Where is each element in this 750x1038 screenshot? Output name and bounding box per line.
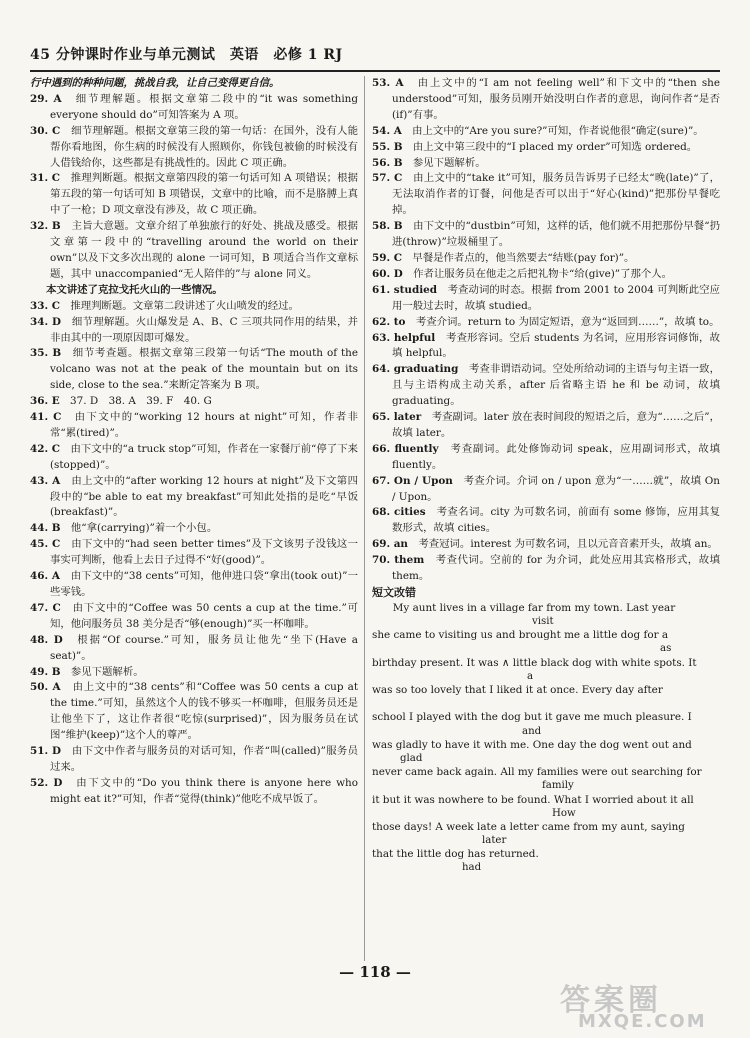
page-number: — 118 — bbox=[339, 963, 411, 981]
error-correction-passage bbox=[372, 601, 720, 875]
answer-explanation: 由下文中的“had seen better times”及下文该男子没钱这一事实可判断，他看上去日子过得不“好(good)”。 bbox=[50, 538, 359, 567]
answer-item bbox=[372, 362, 720, 410]
answer-key: 53. A bbox=[372, 77, 404, 89]
answer-item bbox=[372, 331, 720, 363]
answer-item bbox=[372, 553, 720, 585]
correction-row bbox=[372, 862, 720, 874]
answer-key: 52. D bbox=[30, 776, 63, 789]
answer-key: 49. B bbox=[30, 665, 61, 678]
answer-item bbox=[30, 442, 358, 474]
correction-word: family bbox=[542, 780, 574, 792]
answer-explanation: 由上文中的“I am not feeling well”和下文中的“then she understood”可知，服务员刚开始没明白作者的意思，询问作者“是否(if)”有事。 bbox=[392, 77, 720, 121]
answer-key: 59. C bbox=[372, 251, 402, 264]
answer-key: 46. A bbox=[30, 570, 60, 583]
answer-item bbox=[30, 171, 358, 219]
continued-text: 行中遇到的种种问题，挑战自我，让自己变得更自信。 bbox=[30, 77, 280, 89]
answer-explanation: 由上文中的“38 cents”和“Coffee was 50 cents a cup at the time.”可知，虽然这个人的钱不够买一杯咖啡，但服务员还是让他坐下了，这让作者很“吃惊(surprised)”，因为服务员在试图“维护(keep)”这个人的尊严。 bbox=[50, 681, 358, 742]
answer-item bbox=[372, 474, 720, 506]
correction-row bbox=[372, 616, 720, 628]
answer-explanation: 考查形容词。空后 students 为名词，应用形容词修饰，故填 helpful。 bbox=[392, 331, 721, 360]
answer-key: 61. studied bbox=[372, 283, 438, 296]
error-correction-section bbox=[372, 585, 720, 875]
correction-word: and bbox=[522, 725, 542, 737]
page-header bbox=[30, 40, 720, 72]
answer-key: 51. D bbox=[30, 745, 62, 758]
answer-key: 42. C bbox=[30, 442, 60, 455]
answer-explanation: 37. D 38. A 39. F 40. G bbox=[70, 395, 212, 408]
answer-key: 44. B bbox=[30, 522, 61, 535]
page-header-title: 45 分钟课时作业与单元测试 英语 必修 1 RJ bbox=[30, 47, 343, 63]
answer-explanation: 由下文中的“Coffee was 50 cents a cup at the time.”可知，他问服务员 38 美分是否“够(enough)”买一杯咖啡。 bbox=[50, 601, 358, 630]
passage-line: never came back again. All my families were out searching for bbox=[372, 766, 702, 779]
passage-line: My aunt lives in a village far from my town. Last year bbox=[372, 601, 676, 614]
answer-key: 31. C bbox=[30, 172, 61, 185]
answer-item bbox=[372, 124, 720, 140]
answer-item bbox=[372, 219, 720, 251]
answer-explanation: 考查代词。空前的 for 为介词，此处应用其宾格形式，故填 them。 bbox=[392, 554, 721, 583]
answer-explanation: 考查冠词。interest 为可数名词，且以元音音素开头，故填 an。 bbox=[418, 538, 718, 551]
watermark-logo bbox=[560, 975, 740, 1033]
answer-item bbox=[30, 346, 358, 394]
answer-key: 64. graduating bbox=[372, 363, 459, 376]
answer-item bbox=[30, 299, 358, 315]
passage-line: those days! A week late a letter came from my aunt, saying bbox=[372, 820, 685, 833]
answer-explanation: 主旨大意题。文章介绍了单独旅行的好处、挑战及感受。根据文章第一段中的“travelling around the world on their own”以及下文多次出现的 alone 一词可知，B 项适合当作文章标题，其中 unaccompanied“无人陪伴的”与 alone 同义。 bbox=[50, 220, 359, 280]
answer-explanation: 推理判断题。根据文章第四段的第一句话可知 A 项错误；根据第五段的第一句话可知 B 项错误，文章中的比喻，而不是胳膊上真中了一枪；D 项文章没有涉及，故 C 项正确。 bbox=[50, 172, 359, 217]
passage-line: was so too lovely that I liked it at once. Every day after bbox=[372, 684, 663, 697]
answer-key: 48. D bbox=[30, 633, 63, 646]
passage-line: it but it was nowhere to be found. What I worried about it all bbox=[372, 793, 694, 806]
answer-explanation: 由下文中的“38 cents”可知，他伸进口袋“拿出(took out)”一些零钱。 bbox=[50, 570, 358, 598]
answer-key: 35. B bbox=[30, 347, 62, 360]
answer-key: 69. an bbox=[372, 538, 408, 551]
section-heading: 短文改错 bbox=[372, 586, 416, 599]
answer-item bbox=[372, 251, 720, 267]
answer-key: 36. E bbox=[30, 395, 60, 408]
answer-item bbox=[372, 267, 720, 283]
answer-explanation: 推理判断题。文章第二段讲述了火山喷发的经过。 bbox=[70, 299, 299, 312]
answer-key: 41. C bbox=[30, 411, 62, 424]
answer-explanation: 由下文中的“a truck stop”可知，作者在一家餐厅前“停了下来(stopped)”。 bbox=[50, 442, 359, 471]
passage-line: she came to visiting us and brought me a little dog for a bbox=[372, 629, 669, 642]
answer-item bbox=[372, 442, 720, 474]
answer-item bbox=[372, 76, 720, 124]
correction-row bbox=[372, 808, 720, 820]
answer-item bbox=[30, 601, 358, 633]
answer-explanation: 由上文中的“Are you sure?”可知，作者说他很“确定(sure)”。 bbox=[412, 124, 704, 137]
answer-key: 30. C bbox=[30, 124, 61, 137]
answer-item bbox=[372, 410, 720, 442]
answer-key: 29. A bbox=[30, 92, 62, 105]
correction-row bbox=[372, 643, 720, 655]
answer-item bbox=[372, 283, 720, 315]
correction-row bbox=[372, 726, 720, 738]
answer-explanation: 由下文中的“working 12 hours at night”可知，作者非常“累(tired)”。 bbox=[50, 411, 359, 439]
answer-key: 57. C bbox=[372, 172, 403, 185]
answer-explanation: 他“拿(carrying)”着一个小包。 bbox=[70, 522, 218, 535]
answer-key: 58. B bbox=[372, 220, 403, 233]
answer-item bbox=[30, 776, 358, 808]
answer-explanation: 考查副词。此处修饰动词 speak，应用副词形式，故填 fluently。 bbox=[392, 442, 720, 471]
watermark-url: MXQE.COM bbox=[578, 1011, 707, 1032]
answer-explanation: 作者让服务员在他走之后把礼物卡“给(give)”了那个人。 bbox=[413, 267, 673, 280]
correction-word: How bbox=[552, 807, 576, 819]
answer-key: 63. helpful bbox=[372, 331, 436, 344]
passage-line: was gladly to have it with me. One day the dog went out and bbox=[372, 738, 692, 751]
passage-line: school I played with the dog but it gave me much pleasure. I bbox=[372, 711, 692, 724]
answer-explanation: 由下文中作者与服务员的对话可知，作者“叫(called)”服务员过来。 bbox=[50, 745, 358, 773]
answer-item bbox=[30, 680, 358, 744]
passage-line: that the little dog has returned. bbox=[372, 848, 539, 861]
correction-word: a bbox=[527, 670, 534, 682]
answer-key: 32. B bbox=[30, 220, 61, 233]
answer-item bbox=[30, 394, 358, 410]
answer-key: 66. fluently bbox=[372, 442, 439, 455]
answer-item bbox=[30, 665, 358, 681]
answer-explanation: 早餐是作者点的，他当然要去“结账(pay for)”。 bbox=[412, 251, 635, 264]
answer-explanation: 细节理解题。根据文章第二段中的“it was something everyone should do”可知答案为 A 项。 bbox=[50, 92, 358, 121]
passage-line: birthday present. It was ∧ little black dog with white spots. It bbox=[372, 656, 697, 669]
answer-key: 50. A bbox=[30, 681, 61, 694]
passage-summary: 本文讲述了克拉戈托火山的一些情况。 bbox=[46, 283, 223, 296]
answer-key: 43. A bbox=[30, 474, 61, 487]
answer-explanation: 参见下题解析。 bbox=[412, 156, 486, 169]
answer-explanation: 由上文中的“after working 12 hours at night”及下文第四段中的“be able to eat my breakfast”可知此处指的是吃“早饭(breakfast)”。 bbox=[50, 474, 358, 519]
answer-key: 45. C bbox=[30, 538, 61, 551]
answer-explanation: 由下文中的“Do you think there is anyone here who might eat it?”可知，作者“觉得(think)”他吃不成早饭了。 bbox=[50, 776, 358, 805]
correction-row bbox=[372, 835, 720, 847]
answer-explanation: 考查非谓语动词。空处所给动词的主语与句主语一致，且与主语构成主动关系，after 后省略主语 he 和 be 动词，故填 graduating。 bbox=[392, 363, 721, 408]
answer-explanation: 由上文中的“take it”可知，服务员告诉男子已经太“晚(late)”了，无法取消作者的订餐，问他是否可以出于“好心(kind)”把那份早餐吃掉。 bbox=[392, 172, 721, 217]
answer-item bbox=[30, 537, 358, 569]
answer-key: 33. C bbox=[30, 299, 60, 312]
answer-item bbox=[372, 537, 720, 553]
answer-key: 67. On / Upon bbox=[372, 474, 453, 487]
answer-key: 47. C bbox=[30, 601, 61, 614]
answer-explanation: 细节理解题。根据文章第三段的第一句话：在国外，没有人能帮你看地图，你生病的时候没有人照顾你，你钱包被偷的时候没有人借钱给你，这些都是有挑战性的。因此 C 项正确。 bbox=[50, 124, 359, 169]
correction-word: as bbox=[660, 643, 672, 655]
answer-item bbox=[30, 92, 358, 124]
answer-item bbox=[30, 633, 358, 665]
answer-item bbox=[30, 410, 358, 442]
answer-item bbox=[30, 124, 358, 172]
correction-row bbox=[372, 780, 720, 792]
answer-key: 56. B bbox=[372, 156, 403, 169]
answer-item bbox=[30, 744, 358, 776]
answer-explanation: 考查副词。later 放在表时间段的短语之后，意为“……之后”，故填 later。 bbox=[392, 411, 721, 439]
answer-key: 34. D bbox=[30, 315, 61, 328]
answer-explanation: 由上文中第三段中的“I placed my order”可知选 ordered。 bbox=[412, 140, 698, 153]
answer-key: 65. later bbox=[372, 411, 422, 424]
answer-key: 62. to bbox=[372, 315, 406, 328]
answer-item bbox=[30, 569, 358, 601]
answer-explanation: 细节理解题。火山爆发是 A、B、C 三项共同作用的结果，并非由其中的一项原因即可爆发。 bbox=[50, 315, 358, 344]
column-divider bbox=[364, 76, 365, 961]
answer-item bbox=[372, 156, 720, 172]
answer-key: 54. A bbox=[372, 124, 402, 137]
answer-explanation: 考查名词。city 为可数名词，前面有 some 修饰，应用其复数形式，故填 cities。 bbox=[392, 506, 720, 535]
answer-item bbox=[30, 315, 358, 347]
watermark-text: 答案圈 bbox=[560, 983, 662, 1018]
answer-explanation: 参见下题解析。 bbox=[70, 665, 144, 678]
answer-key: 68. cities bbox=[372, 506, 426, 519]
correction-word: visit bbox=[532, 616, 554, 628]
answer-explanation: 考查介词。return to 为固定短语，意为“返回到……”，故填 to。 bbox=[415, 315, 720, 328]
answer-explanation: 细节考查题。根据文章第三段第一句话“The mouth of the volcano was not at the peak of the mountain but on its side, close to the sea.”来断定答案为 B 项。 bbox=[50, 347, 358, 392]
answer-explanation: 考查介词。介词 on / upon 意为“一……就”，故填 On / Upon。 bbox=[392, 474, 720, 503]
right-column bbox=[372, 76, 720, 875]
answer-item bbox=[30, 219, 358, 283]
answer-item bbox=[372, 171, 720, 219]
correction-row bbox=[372, 698, 720, 710]
correction-word: had bbox=[462, 862, 482, 874]
answer-explanation: 考查动词的时态。根据 from 2001 to 2004 可判断此空应用一般过去时，故填 studied。 bbox=[392, 283, 720, 312]
answer-item bbox=[372, 315, 720, 331]
answer-explanation: 由下文中的“dustbin”可知，这样的话，他们就不用把那份早餐“扔进(throw)”垃圾桶里了。 bbox=[392, 220, 721, 249]
answer-item bbox=[372, 505, 720, 537]
answer-item bbox=[30, 521, 358, 537]
correction-row bbox=[372, 671, 720, 683]
answer-key: 55. B bbox=[372, 140, 403, 153]
answer-item bbox=[30, 474, 358, 522]
correction-word: glad bbox=[400, 752, 423, 764]
answer-explanation: 根据“Of course.”可知，服务员让他先“坐下(Have a seat)”。 bbox=[50, 633, 358, 662]
left-column bbox=[30, 76, 358, 808]
answer-item bbox=[372, 140, 720, 156]
answer-key: 70. them bbox=[372, 554, 425, 567]
answer-key: 60. D bbox=[372, 267, 403, 280]
correction-word: later bbox=[482, 835, 507, 847]
correction-row bbox=[372, 753, 720, 765]
right-answer-list bbox=[372, 76, 720, 585]
